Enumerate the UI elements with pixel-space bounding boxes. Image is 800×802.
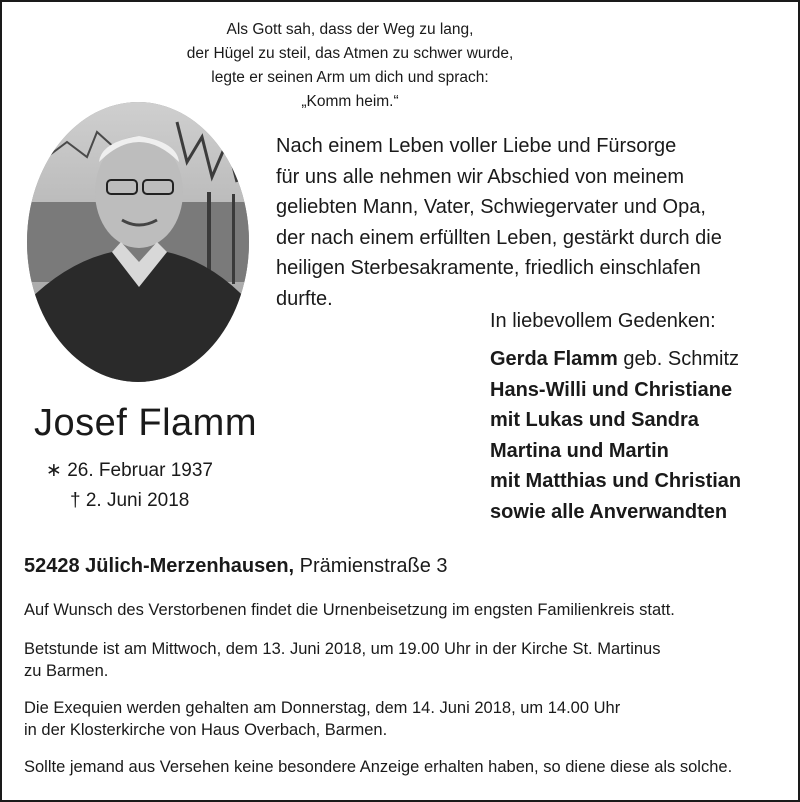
poem-line: legte er seinen Arm um dich und sprach: [211, 69, 489, 86]
family-line-text: mit Lukas und Sandra [490, 409, 699, 431]
poem-line: Als Gott sah, dass der Weg zu lang, [226, 21, 474, 38]
family-line [490, 436, 741, 467]
family-line [490, 466, 741, 497]
notice-line: Auf Wunsch des Verstorbenen findet die Urnenbeisetzung im engsten Familienkreis statt. [24, 601, 675, 619]
urn-notice [24, 599, 776, 621]
family-list [490, 344, 741, 527]
intro-line: der nach einem erfüllten Leben, gestärkt durch die [276, 226, 722, 249]
family-line-text: mit Matthias und Christian [490, 470, 742, 492]
intro-line: für uns alle nehmen wir Abschied von meinem [276, 165, 684, 188]
intro-text [276, 131, 778, 314]
deceased-name: Josef Flamm [34, 402, 257, 444]
portrait-photo-icon [27, 102, 249, 382]
poem-line: der Hügel zu steil, das Atmen zu schwer wurde, [186, 45, 514, 62]
address [24, 555, 448, 578]
notice-line: Betstunde ist am Mittwoch, dem 13. Juni 2018, um 19.00 Uhr in der Kirche St. Martinus [24, 640, 661, 658]
family-name-bold: Gerda Flamm [490, 348, 618, 370]
poem [150, 18, 550, 114]
address-street: Prämienstraße 3 [299, 555, 448, 577]
notice-line: Die Exequien werden gehalten am Donnerstag, dem 14. Juni 2018, um 14.00 Uhr [24, 699, 621, 717]
memory-heading: In liebevollem Gedenken: [490, 310, 716, 332]
life-dates [46, 456, 213, 516]
intro-line: Nach einem Leben voller Liebe und Fürsorge [276, 135, 677, 157]
closing-notice [24, 756, 776, 778]
family-line [490, 375, 741, 406]
notice-line: zu Barmen. [24, 662, 109, 680]
family-line-text: sowie alle Anverwandten [490, 500, 728, 523]
birth-date: ∗ 26. Februar 1937 [46, 460, 213, 481]
family-line [490, 344, 741, 375]
prayer-notice [24, 638, 776, 682]
family-line-text: Hans-Willi und Christiane [490, 378, 733, 401]
intro-line: geliebten Mann, Vater, Schwiegervater und Opa, [276, 196, 706, 218]
family-line [490, 405, 741, 436]
address-place: 52428 Jülich-Merzenhausen, [24, 555, 295, 577]
family-line [490, 497, 741, 528]
family-line-text: Martina und Martin [490, 439, 669, 462]
notice-line: in der Klosterkirche von Haus Overbach, Barmen. [24, 721, 388, 739]
intro-line: durfte. [276, 287, 333, 310]
exequien-notice [24, 697, 776, 741]
death-date: † 2. Juni 2018 [70, 490, 190, 511]
family-maiden-name: geb. Schmitz [623, 348, 739, 370]
poem-line: „Komm heim.“ [301, 93, 399, 110]
intro-line: heiligen Sterbesakramente, friedlich einschlafen [276, 257, 701, 279]
notice-line: Sollte jemand aus Versehen keine besondere Anzeige erhalten haben, so diene diese als solche. [24, 758, 733, 776]
